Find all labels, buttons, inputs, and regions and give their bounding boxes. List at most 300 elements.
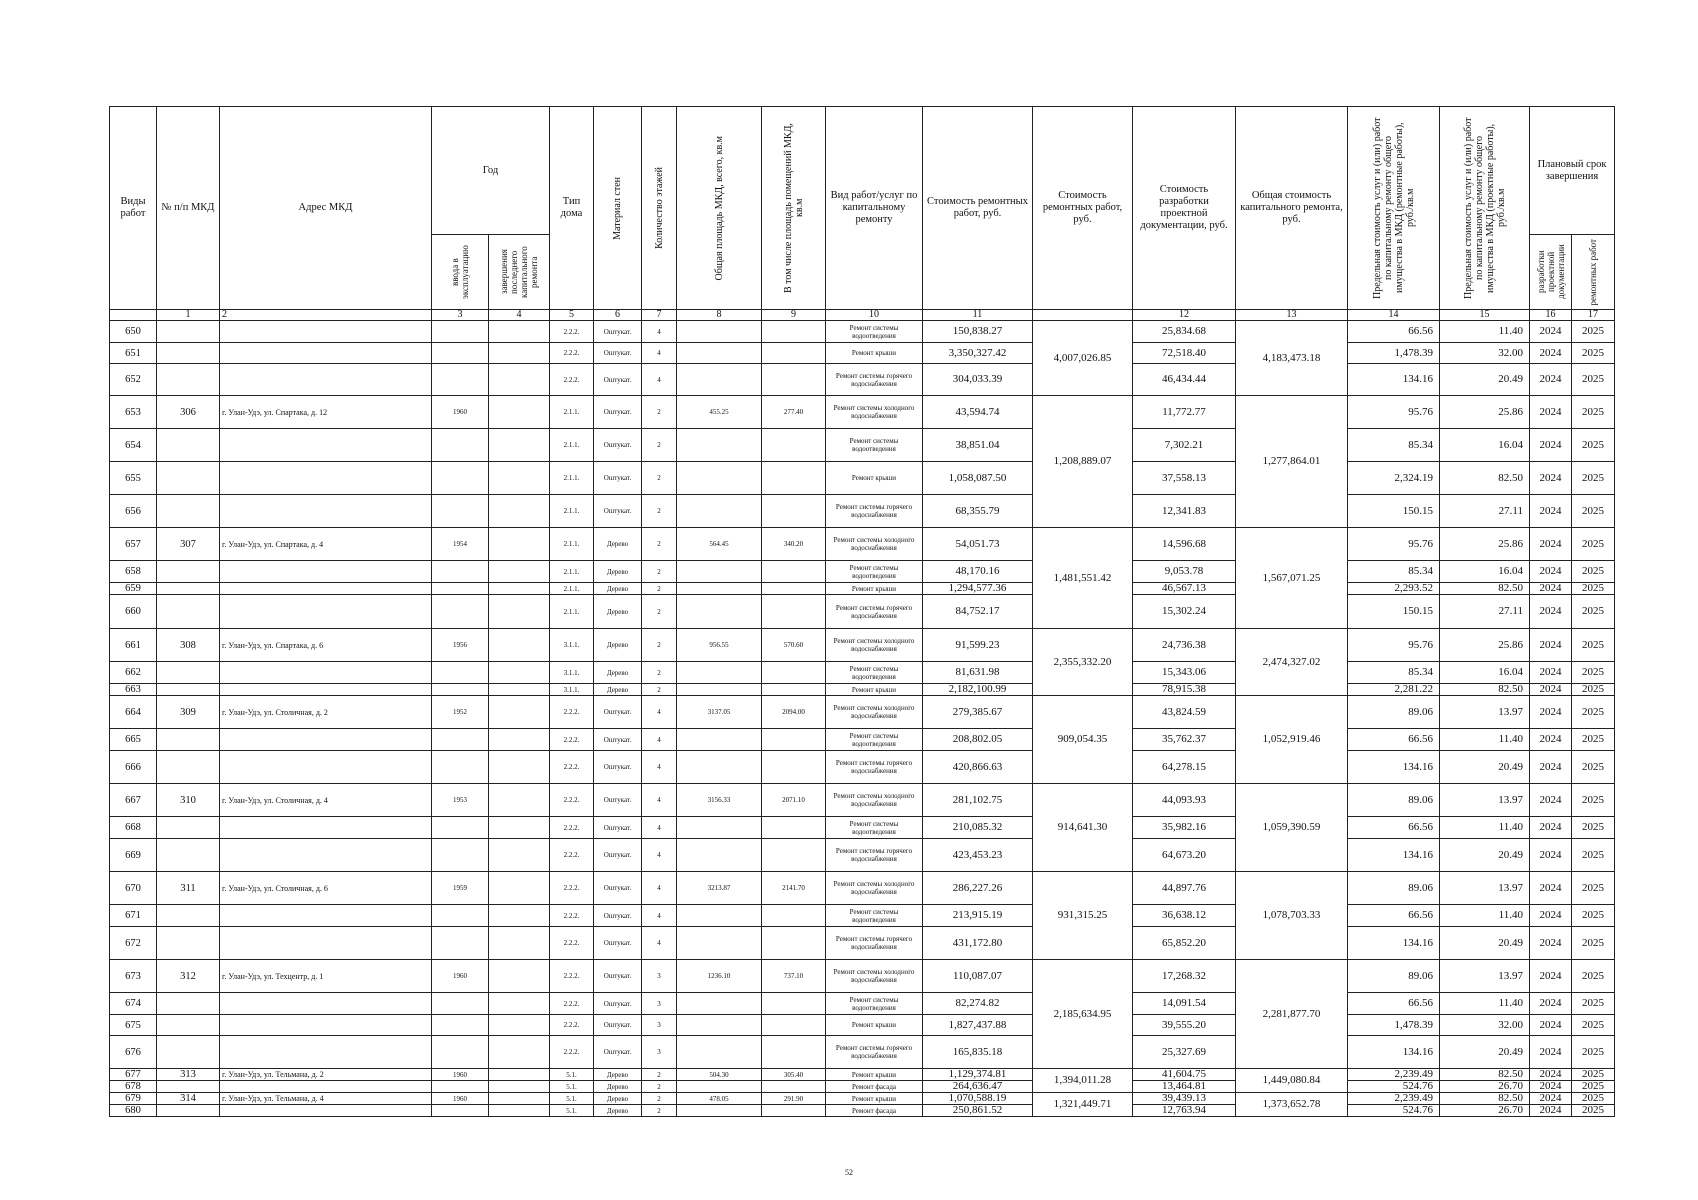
repair-cost-total: 2,355,332.20 <box>1033 629 1133 696</box>
mkd-number <box>157 839 220 872</box>
deadline-design: 2024 <box>1530 396 1572 429</box>
wall-material: Оштукат. <box>594 321 642 343</box>
repair-cost-total: 909,054.35 <box>1033 696 1133 784</box>
limit-design: 16.04 <box>1440 561 1530 583</box>
floors: 2 <box>642 1093 677 1105</box>
limit-design: 25.86 <box>1440 396 1530 429</box>
limit-design: 82.50 <box>1440 684 1530 696</box>
premises-area <box>762 321 826 343</box>
wall-material: Оштукат. <box>594 960 642 993</box>
repair-cost: 208,802.05 <box>923 729 1033 751</box>
total-area: 3156.33 <box>677 784 762 817</box>
house-type: 2.1.1. <box>550 429 594 462</box>
house-type: 2.2.2. <box>550 839 594 872</box>
limit-design: 27.11 <box>1440 595 1530 629</box>
repair-cost: 43,594.74 <box>923 396 1033 429</box>
deadline-design: 2024 <box>1530 839 1572 872</box>
address: г. Улан-Удэ, ул. Столичная, д. 2 <box>220 696 432 729</box>
table-row <box>110 462 1615 495</box>
year-last-repair <box>489 1105 550 1117</box>
mkd-number: 307 <box>157 528 220 561</box>
deadline-design: 2024 <box>1530 1093 1572 1105</box>
year-entry: 1954 <box>432 528 489 561</box>
deadline-repair: 2025 <box>1572 629 1615 662</box>
work-type: Ремонт крыши <box>826 583 923 595</box>
total-area: 455.25 <box>677 396 762 429</box>
deadline-design: 2024 <box>1530 343 1572 364</box>
design-cost: 15,302.24 <box>1133 595 1236 629</box>
deadline-repair: 2025 <box>1572 343 1615 364</box>
column-number: 7 <box>642 310 677 321</box>
total-area <box>677 729 762 751</box>
wall-material: Оштукат. <box>594 429 642 462</box>
house-type: 2.2.2. <box>550 321 594 343</box>
mkd-number: 312 <box>157 960 220 993</box>
deadline-repair: 2025 <box>1572 1036 1615 1069</box>
row-number: 656 <box>110 495 157 528</box>
limit-repair: 2,324.19 <box>1348 462 1440 495</box>
limit-design: 13.97 <box>1440 696 1530 729</box>
deadline-repair: 2025 <box>1572 817 1615 839</box>
total-area: 564.45 <box>677 528 762 561</box>
premises-area <box>762 662 826 684</box>
address: г. Улан-Удэ, ул. Тельмана, д. 2 <box>220 1069 432 1081</box>
premises-area <box>762 364 826 396</box>
work-type: Ремонт системы горячего водоснабжения <box>826 495 923 528</box>
year-entry <box>432 927 489 960</box>
table-row <box>110 1081 1615 1093</box>
mkd-number <box>157 684 220 696</box>
table-row <box>110 751 1615 784</box>
deadline-design: 2024 <box>1530 561 1572 583</box>
deadline-design: 2024 <box>1530 684 1572 696</box>
total-cost: 1,373,652.78 <box>1236 1093 1348 1117</box>
year-entry: 1956 <box>432 629 489 662</box>
premises-area <box>762 343 826 364</box>
mkd-number <box>157 927 220 960</box>
premises-area: 2071.10 <box>762 784 826 817</box>
year-entry <box>432 905 489 927</box>
design-cost: 15,343.06 <box>1133 662 1236 684</box>
column-number: 6 <box>594 310 642 321</box>
total-cost: 1,567,071.25 <box>1236 528 1348 629</box>
premises-area <box>762 729 826 751</box>
total-cost: 1,078,703.33 <box>1236 872 1348 960</box>
limit-design: 32.00 <box>1440 343 1530 364</box>
deadline-repair: 2025 <box>1572 960 1615 993</box>
design-cost: 9,053.78 <box>1133 561 1236 583</box>
wall-material: Оштукат. <box>594 784 642 817</box>
mkd-number <box>157 905 220 927</box>
house-type: 2.1.1. <box>550 495 594 528</box>
design-cost: 36,638.12 <box>1133 905 1236 927</box>
mkd-number <box>157 583 220 595</box>
house-type: 2.2.2. <box>550 729 594 751</box>
premises-area <box>762 462 826 495</box>
header-limit-design: Предельная стоимость услуг и (или) работ по капитальному ремонту общего имущества в МКД (проектные работы), руб./кв.м <box>1440 107 1530 310</box>
deadline-design: 2024 <box>1530 1036 1572 1069</box>
year-last-repair <box>489 429 550 462</box>
total-area <box>677 817 762 839</box>
total-area <box>677 321 762 343</box>
premises-area: 737.10 <box>762 960 826 993</box>
repair-cost-total: 1,394,011.28 <box>1033 1069 1133 1093</box>
year-last-repair <box>489 462 550 495</box>
year-entry <box>432 1081 489 1093</box>
limit-design: 26.70 <box>1440 1081 1530 1093</box>
deadline-repair: 2025 <box>1572 595 1615 629</box>
premises-area <box>762 751 826 784</box>
limit-design: 20.49 <box>1440 927 1530 960</box>
address <box>220 817 432 839</box>
work-type: Ремонт системы водоотведения <box>826 905 923 927</box>
total-area <box>677 595 762 629</box>
house-type: 2.2.2. <box>550 960 594 993</box>
total-area <box>677 1036 762 1069</box>
year-last-repair <box>489 396 550 429</box>
repair-cost: 423,453.23 <box>923 839 1033 872</box>
deadline-repair: 2025 <box>1572 905 1615 927</box>
house-type: 2.2.2. <box>550 993 594 1015</box>
total-cost: 1,052,919.46 <box>1236 696 1348 784</box>
table-row <box>110 817 1615 839</box>
limit-design: 20.49 <box>1440 364 1530 396</box>
house-type: 2.1.1. <box>550 462 594 495</box>
mkd-number <box>157 561 220 583</box>
deadline-repair: 2025 <box>1572 662 1615 684</box>
limit-repair: 85.34 <box>1348 429 1440 462</box>
limit-design: 82.50 <box>1440 1093 1530 1105</box>
year-last-repair <box>489 583 550 595</box>
repair-cost: 250,861.52 <box>923 1105 1033 1117</box>
row-number: 677 <box>110 1069 157 1081</box>
house-type: 3.1.1. <box>550 662 594 684</box>
table-body <box>110 321 1615 1117</box>
year-entry: 1960 <box>432 1093 489 1105</box>
floors: 4 <box>642 839 677 872</box>
table-row <box>110 561 1615 583</box>
header-address: Адрес МКД <box>220 107 432 310</box>
address <box>220 927 432 960</box>
house-type: 5.1. <box>550 1105 594 1117</box>
address: г. Улан-Удэ, ул. Техцентр, д. 1 <box>220 960 432 993</box>
deadline-design: 2024 <box>1530 872 1572 905</box>
limit-repair: 134.16 <box>1348 1036 1440 1069</box>
deadline-repair: 2025 <box>1572 561 1615 583</box>
deadline-repair: 2025 <box>1572 1093 1615 1105</box>
design-cost: 11,772.77 <box>1133 396 1236 429</box>
deadline-repair: 2025 <box>1572 872 1615 905</box>
total-area <box>677 905 762 927</box>
header-work-kind: Виды работ <box>110 107 157 310</box>
limit-repair: 2,293.52 <box>1348 583 1440 595</box>
year-entry <box>432 429 489 462</box>
floors: 4 <box>642 751 677 784</box>
floors: 2 <box>642 662 677 684</box>
deadline-repair: 2025 <box>1572 751 1615 784</box>
address <box>220 321 432 343</box>
year-last-repair <box>489 993 550 1015</box>
limit-repair: 66.56 <box>1348 729 1440 751</box>
mkd-number <box>157 1036 220 1069</box>
floors: 4 <box>642 784 677 817</box>
wall-material: Оштукат. <box>594 396 642 429</box>
total-area <box>677 429 762 462</box>
deadline-repair: 2025 <box>1572 583 1615 595</box>
deadline-design: 2024 <box>1530 1015 1572 1036</box>
column-number: 9 <box>762 310 826 321</box>
work-type: Ремонт системы холодного водоснабжения <box>826 396 923 429</box>
row-number: 653 <box>110 396 157 429</box>
column-number: 15 <box>1440 310 1530 321</box>
work-type: Ремонт крыши <box>826 343 923 364</box>
column-numbers-row <box>110 310 1615 321</box>
year-last-repair <box>489 960 550 993</box>
premises-area <box>762 993 826 1015</box>
address <box>220 729 432 751</box>
repair-cost: 2,182,100.99 <box>923 684 1033 696</box>
design-cost: 64,278.15 <box>1133 751 1236 784</box>
floors: 2 <box>642 583 677 595</box>
row-number: 668 <box>110 817 157 839</box>
total-area <box>677 495 762 528</box>
year-entry <box>432 839 489 872</box>
address <box>220 839 432 872</box>
premises-area <box>762 839 826 872</box>
repair-cost: 1,129,374.81 <box>923 1069 1033 1081</box>
row-number: 655 <box>110 462 157 495</box>
wall-material: Оштукат. <box>594 839 642 872</box>
address: г. Улан-Удэ, ул. Спартака, д. 4 <box>220 528 432 561</box>
design-cost: 12,341.83 <box>1133 495 1236 528</box>
year-entry: 1953 <box>432 784 489 817</box>
total-area: 3137.05 <box>677 696 762 729</box>
mkd-number <box>157 595 220 629</box>
wall-material: Дерево <box>594 684 642 696</box>
year-entry: 1960 <box>432 396 489 429</box>
year-entry <box>432 583 489 595</box>
deadline-design: 2024 <box>1530 1069 1572 1081</box>
floors: 4 <box>642 364 677 396</box>
deadline-design: 2024 <box>1530 784 1572 817</box>
house-type: 2.2.2. <box>550 1015 594 1036</box>
work-type: Ремонт системы горячего водоснабжения <box>826 595 923 629</box>
repair-cost: 304,033.39 <box>923 364 1033 396</box>
deadline-design: 2024 <box>1530 321 1572 343</box>
deadline-design: 2024 <box>1530 993 1572 1015</box>
total-area: 956.55 <box>677 629 762 662</box>
year-entry: 1960 <box>432 960 489 993</box>
limit-design: 11.40 <box>1440 993 1530 1015</box>
limit-design: 25.86 <box>1440 528 1530 561</box>
address: г. Улан-Удэ, ул. Спартака, д. 6 <box>220 629 432 662</box>
premises-area: 570.60 <box>762 629 826 662</box>
repair-cost: 281,102.75 <box>923 784 1033 817</box>
premises-area: 2141.70 <box>762 872 826 905</box>
column-number: 8 <box>677 310 762 321</box>
deadline-repair: 2025 <box>1572 1069 1615 1081</box>
year-last-repair <box>489 662 550 684</box>
floors: 2 <box>642 396 677 429</box>
column-number: 11 <box>923 310 1033 321</box>
address <box>220 595 432 629</box>
column-number: 4 <box>489 310 550 321</box>
work-type: Ремонт системы горячего водоснабжения <box>826 751 923 784</box>
house-type: 2.2.2. <box>550 364 594 396</box>
repair-cost: 150,838.27 <box>923 321 1033 343</box>
wall-material: Дерево <box>594 595 642 629</box>
wall-material: Дерево <box>594 662 642 684</box>
table-row <box>110 662 1615 684</box>
limit-repair: 95.76 <box>1348 629 1440 662</box>
limit-repair: 150.15 <box>1348 595 1440 629</box>
year-last-repair <box>489 817 550 839</box>
total-cost: 1,059,390.59 <box>1236 784 1348 872</box>
floors: 2 <box>642 1105 677 1117</box>
repair-cost: 279,385.67 <box>923 696 1033 729</box>
column-number: 17 <box>1572 310 1615 321</box>
row-number: 674 <box>110 993 157 1015</box>
year-entry <box>432 364 489 396</box>
limit-design: 13.97 <box>1440 872 1530 905</box>
year-entry <box>432 595 489 629</box>
limit-repair: 524.76 <box>1348 1081 1440 1093</box>
address <box>220 1036 432 1069</box>
deadline-repair: 2025 <box>1572 993 1615 1015</box>
limit-repair: 89.06 <box>1348 872 1440 905</box>
total-area <box>677 927 762 960</box>
premises-area <box>762 583 826 595</box>
table-row <box>110 1036 1615 1069</box>
repair-cost: 68,355.79 <box>923 495 1033 528</box>
house-type: 3.1.1. <box>550 629 594 662</box>
total-area <box>677 1105 762 1117</box>
wall-material: Оштукат. <box>594 462 642 495</box>
repair-cost: 84,752.17 <box>923 595 1033 629</box>
column-number: 12 <box>1133 310 1236 321</box>
house-type: 5.1. <box>550 1093 594 1105</box>
row-number: 673 <box>110 960 157 993</box>
wall-material: Дерево <box>594 528 642 561</box>
premises-area <box>762 817 826 839</box>
column-number: 3 <box>432 310 489 321</box>
work-type: Ремонт системы холодного водоснабжения <box>826 872 923 905</box>
work-type: Ремонт системы водоотведения <box>826 729 923 751</box>
design-cost: 72,518.40 <box>1133 343 1236 364</box>
deadline-design: 2024 <box>1530 528 1572 561</box>
premises-area: 277.40 <box>762 396 826 429</box>
header-year-last-repair: завершения последнего капитального ремонта <box>489 235 550 310</box>
year-last-repair <box>489 729 550 751</box>
deadline-repair: 2025 <box>1572 784 1615 817</box>
deadline-design: 2024 <box>1530 927 1572 960</box>
work-type: Ремонт фасада <box>826 1081 923 1093</box>
year-last-repair <box>489 784 550 817</box>
house-type: 2.2.2. <box>550 927 594 960</box>
premises-area <box>762 1036 826 1069</box>
floors: 2 <box>642 561 677 583</box>
column-number: 2 <box>220 310 432 321</box>
row-number: 672 <box>110 927 157 960</box>
total-cost: 4,183,473.18 <box>1236 321 1348 396</box>
work-type: Ремонт системы горячего водоснабжения <box>826 1036 923 1069</box>
limit-repair: 85.34 <box>1348 662 1440 684</box>
header-premises-area: В том числе площадь помещений МКД, кв.м <box>762 107 826 310</box>
row-number: 658 <box>110 561 157 583</box>
row-number: 660 <box>110 595 157 629</box>
design-cost: 46,567.13 <box>1133 583 1236 595</box>
work-type: Ремонт крыши <box>826 462 923 495</box>
header-deadline: Плановый срок завершения <box>1530 107 1615 235</box>
year-entry <box>432 817 489 839</box>
year-entry <box>432 321 489 343</box>
house-type: 5.1. <box>550 1081 594 1093</box>
floors: 2 <box>642 629 677 662</box>
total-area <box>677 662 762 684</box>
wall-material: Оштукат. <box>594 696 642 729</box>
address <box>220 751 432 784</box>
deadline-repair: 2025 <box>1572 364 1615 396</box>
work-type: Ремонт системы водоотведения <box>826 429 923 462</box>
work-type: Ремонт крыши <box>826 1069 923 1081</box>
floors: 2 <box>642 429 677 462</box>
limit-repair: 134.16 <box>1348 364 1440 396</box>
wall-material: Оштукат. <box>594 1015 642 1036</box>
row-number: 670 <box>110 872 157 905</box>
table-row <box>110 872 1615 905</box>
house-type: 2.1.1. <box>550 528 594 561</box>
header-design-cost: Стоимость разработки проектной документации, руб. <box>1133 107 1236 310</box>
premises-area <box>762 561 826 583</box>
address: г. Улан-Удэ, ул. Спартака, д. 12 <box>220 396 432 429</box>
premises-area <box>762 495 826 528</box>
repair-cost: 54,051.73 <box>923 528 1033 561</box>
deadline-repair: 2025 <box>1572 321 1615 343</box>
row-number: 652 <box>110 364 157 396</box>
year-entry <box>432 462 489 495</box>
repair-cost: 3,350,327.42 <box>923 343 1033 364</box>
table-row <box>110 1105 1615 1117</box>
table-row <box>110 905 1615 927</box>
column-number: 10 <box>826 310 923 321</box>
limit-repair: 89.06 <box>1348 960 1440 993</box>
wall-material: Оштукат. <box>594 729 642 751</box>
work-type: Ремонт системы горячего водоснабжения <box>826 364 923 396</box>
limit-design: 26.70 <box>1440 1105 1530 1117</box>
column-number: 5 <box>550 310 594 321</box>
deadline-design: 2024 <box>1530 905 1572 927</box>
header-floors: Количество этажей <box>642 107 677 310</box>
wall-material: Оштукат. <box>594 495 642 528</box>
limit-repair: 95.76 <box>1348 396 1440 429</box>
header-wall-material: Материал стен <box>594 107 642 310</box>
address <box>220 684 432 696</box>
floors: 4 <box>642 905 677 927</box>
header-work-type: Вид работ/услуг по капитальному ремонту <box>826 107 923 310</box>
limit-repair: 95.76 <box>1348 528 1440 561</box>
table-row <box>110 993 1615 1015</box>
premises-area <box>762 1015 826 1036</box>
limit-design: 82.50 <box>1440 1069 1530 1081</box>
design-cost: 24,736.38 <box>1133 629 1236 662</box>
mkd-number <box>157 662 220 684</box>
address: г. Улан-Удэ, ул. Столичная, д. 4 <box>220 784 432 817</box>
year-last-repair <box>489 561 550 583</box>
deadline-repair: 2025 <box>1572 1015 1615 1036</box>
premises-area: 2094.00 <box>762 696 826 729</box>
work-type: Ремонт системы водоотведения <box>826 321 923 343</box>
deadline-repair: 2025 <box>1572 429 1615 462</box>
